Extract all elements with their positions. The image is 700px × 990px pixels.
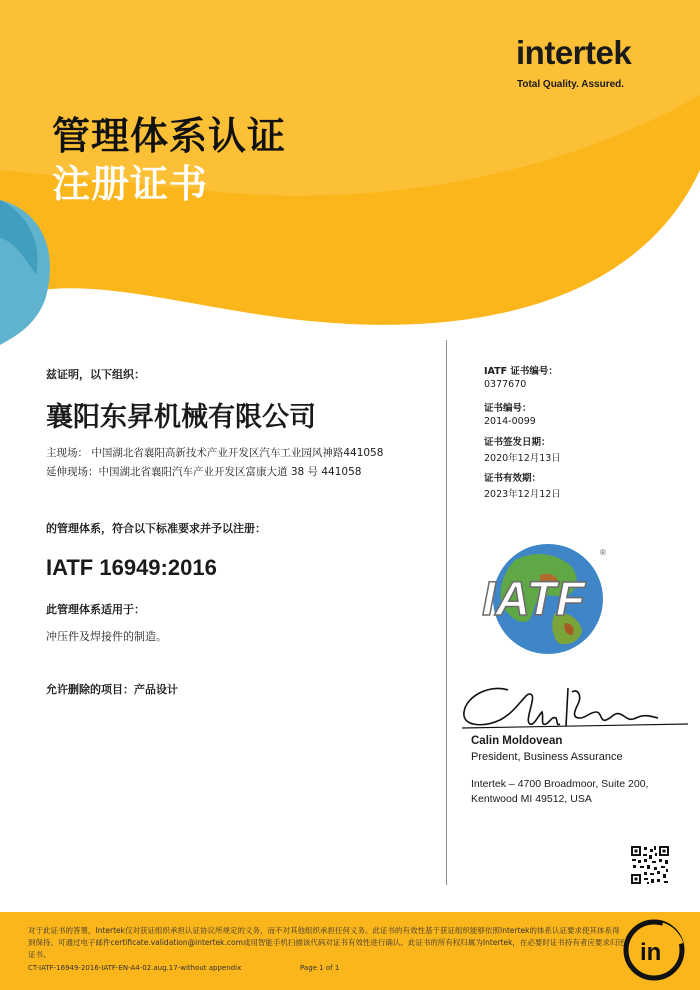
column-divider	[446, 340, 447, 885]
exclusion-note: 允许删除的项目：产品设计	[46, 683, 178, 696]
intertek-logo: intertek	[516, 34, 632, 71]
address-line-2: Kentwood MI 49512, USA	[471, 793, 592, 805]
badge-letter: in	[640, 939, 662, 966]
scope-text: 冲压件及焊接件的制造。	[46, 630, 167, 643]
footer-note-line2: 到保持。可通过电子邮件certificate.validation@intertek.com或用智能手机扫描该代码对证书有效性进行确认。此证书的所有权归属为Intertek，在必要时证书持有者应要求归还	[28, 938, 625, 947]
iatf-cert-number: 0377670	[484, 379, 527, 390]
handwritten-signature	[460, 682, 690, 742]
scope-label: 此管理体系适用于：	[46, 603, 145, 616]
certificate-title-line1: 管理体系认证	[52, 114, 287, 158]
page-number: Page 1 of 1	[300, 964, 340, 972]
address-line-1: Intertek – 4700 Broadmoor, Suite 200,	[471, 778, 649, 790]
signatory-name: Calin Moldovean	[471, 735, 563, 747]
issue-date: 2020年12月13日	[484, 453, 561, 464]
iatf-logo-text: IATF	[482, 573, 586, 626]
certificate-title-line2: 注册证书	[52, 162, 209, 206]
certify-intro: 兹证明，以下组织：	[46, 368, 145, 381]
intertek-badge-icon	[622, 918, 686, 982]
document-reference: CT-IATF-16949-2016-IATF-EN-A4-02.aug.17-without appendix	[28, 964, 242, 972]
expiry-date: 2023年12月12日	[484, 489, 561, 500]
main-site-address: 主现场： 中国湖北省襄阳高新技术产业开发区汽车工业园风神路441058	[46, 447, 384, 459]
standard-name: IATF 16949:2016	[46, 555, 217, 580]
expiry-date-label: 证书有效期：	[484, 473, 542, 484]
iatf-cert-number-label: IATF 证书编号：	[484, 366, 558, 377]
conformance-statement: 的管理体系，符合以下标准要求并予以注册：	[46, 522, 266, 535]
extended-site-address: 延伸现场：中国湖北省襄阳汽车产业开发区富康大道 38 号 441058	[46, 466, 362, 478]
cert-number: 2014-0099	[484, 416, 536, 427]
iatf-globe-logo	[480, 535, 620, 660]
cert-number-label: 证书编号：	[484, 403, 532, 414]
validation-qr-code[interactable]	[630, 845, 670, 885]
logo-tagline: Total Quality. Assured.	[517, 79, 625, 90]
footer-note-line1: 对于此证书的答署，Intertek仅对获证组织承担认证协议所规定的义务，而不对其他组织承担任何义务。此证书的有效性基于获证组织能够依照Intertek的体系认证要求使其体系得	[28, 926, 620, 935]
iatf-registered-mark: ®	[600, 548, 606, 557]
organization-name: 襄阳东昇机械有限公司	[46, 402, 316, 433]
footer-note-line3: 证书。	[28, 950, 51, 959]
signatory-title: President, Business Assurance	[471, 751, 623, 763]
issue-date-label: 证书签发日期：	[484, 437, 551, 448]
